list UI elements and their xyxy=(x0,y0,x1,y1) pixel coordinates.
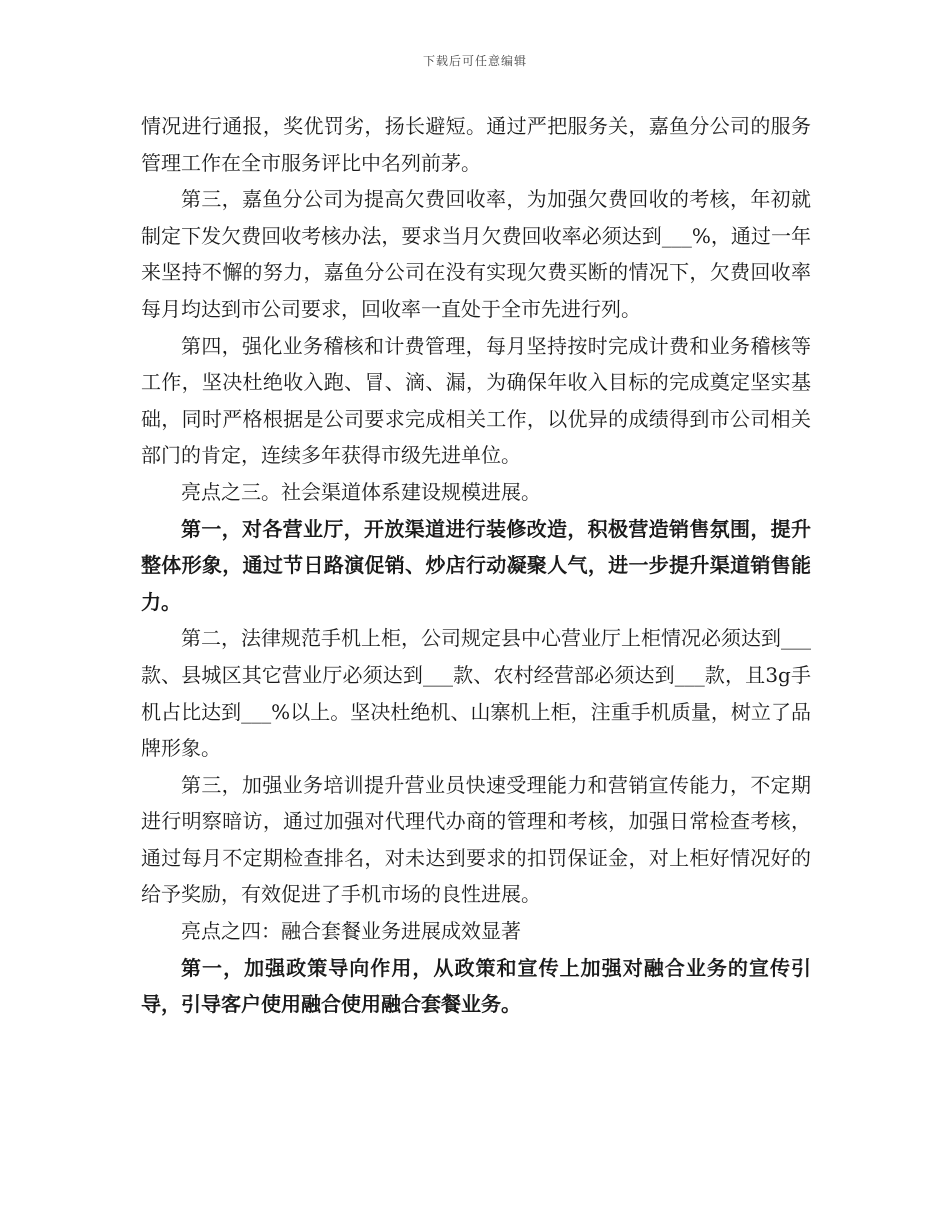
paragraph-third-arrears: 第三，嘉鱼分公司为提高欠费回收率，为加强欠费回收的考核，年初就制定下发欠费回收考核办法，要求当月欠费回收率必须达到___%，通过一年来坚持不懈的努力，嘉鱼分公司在没有实现欠费买断的情况下，欠费回收率每月均达到市公司要求，回收率一直处于全市先进行列。 xyxy=(141,187,811,321)
paragraph-second-phones: 第二，法律规范手机上柜，公司规定县中心营业厅上柜情况必须达到___款、县城区其它营业厅必须达到___款、农村经营部必须达到___款，且3g手机占比达到___%以上。坚决杜绝机、山寨机上柜，注重手机质量，树立了品牌形象。 xyxy=(141,626,811,761)
paragraph-first-renovation: 第一，对各营业厅，开放渠道进行装修改造，积极营造销售氛围，提升整体形象，通过节日路演促销、炒店行动凝聚人气，进一步提升渠道销售能力。 xyxy=(141,516,811,614)
header-note: 下载后可任意编辑 xyxy=(422,54,527,68)
document-body xyxy=(141,108,811,1023)
paragraph-fourth-audit: 第四，强化业务稽核和计费管理，每月坚持按时完成计费和业务稽核等工作，坚决杜绝收入跑、冒、滴、漏，为确保年收入目标的完成奠定坚实基础，同时严格根据是公司要求完成相关工作，以优异的成绩得到市公司相关部门的肯定，连续多年获得市级先进单位。 xyxy=(141,333,811,468)
paragraph-first-policy: 第一，加强政策导向作用，从政策和宣传上加强对融合业务的宣传引导，引导客户使用融合使用融合套餐业务。 xyxy=(141,955,811,1017)
paragraph-third-training: 第三，加强业务培训提升营业员快速受理能力和营销宣传能力，不定期进行明察暗访，通过加强对代理代办商的管理和考核，加强日常检查考核，通过每月不定期检查排名，对未达到要求的扣罚保证金，对上柜好情况好的给予奖励，有效促进了手机市场的良性进展。 xyxy=(141,772,811,907)
section-heading-highlight-three: 亮点之三。社会渠道体系建设规模进展。 xyxy=(181,479,541,504)
paragraph-continuation: 情况进行通报，奖优罚劣，扬长避短。通过严把服务关，嘉鱼分公司的服务管理工作在全市服务评比中名列前茅。 xyxy=(141,114,811,175)
section-heading-highlight-four: 亮点之四：融合套餐业务进展成效显著 xyxy=(181,919,521,944)
